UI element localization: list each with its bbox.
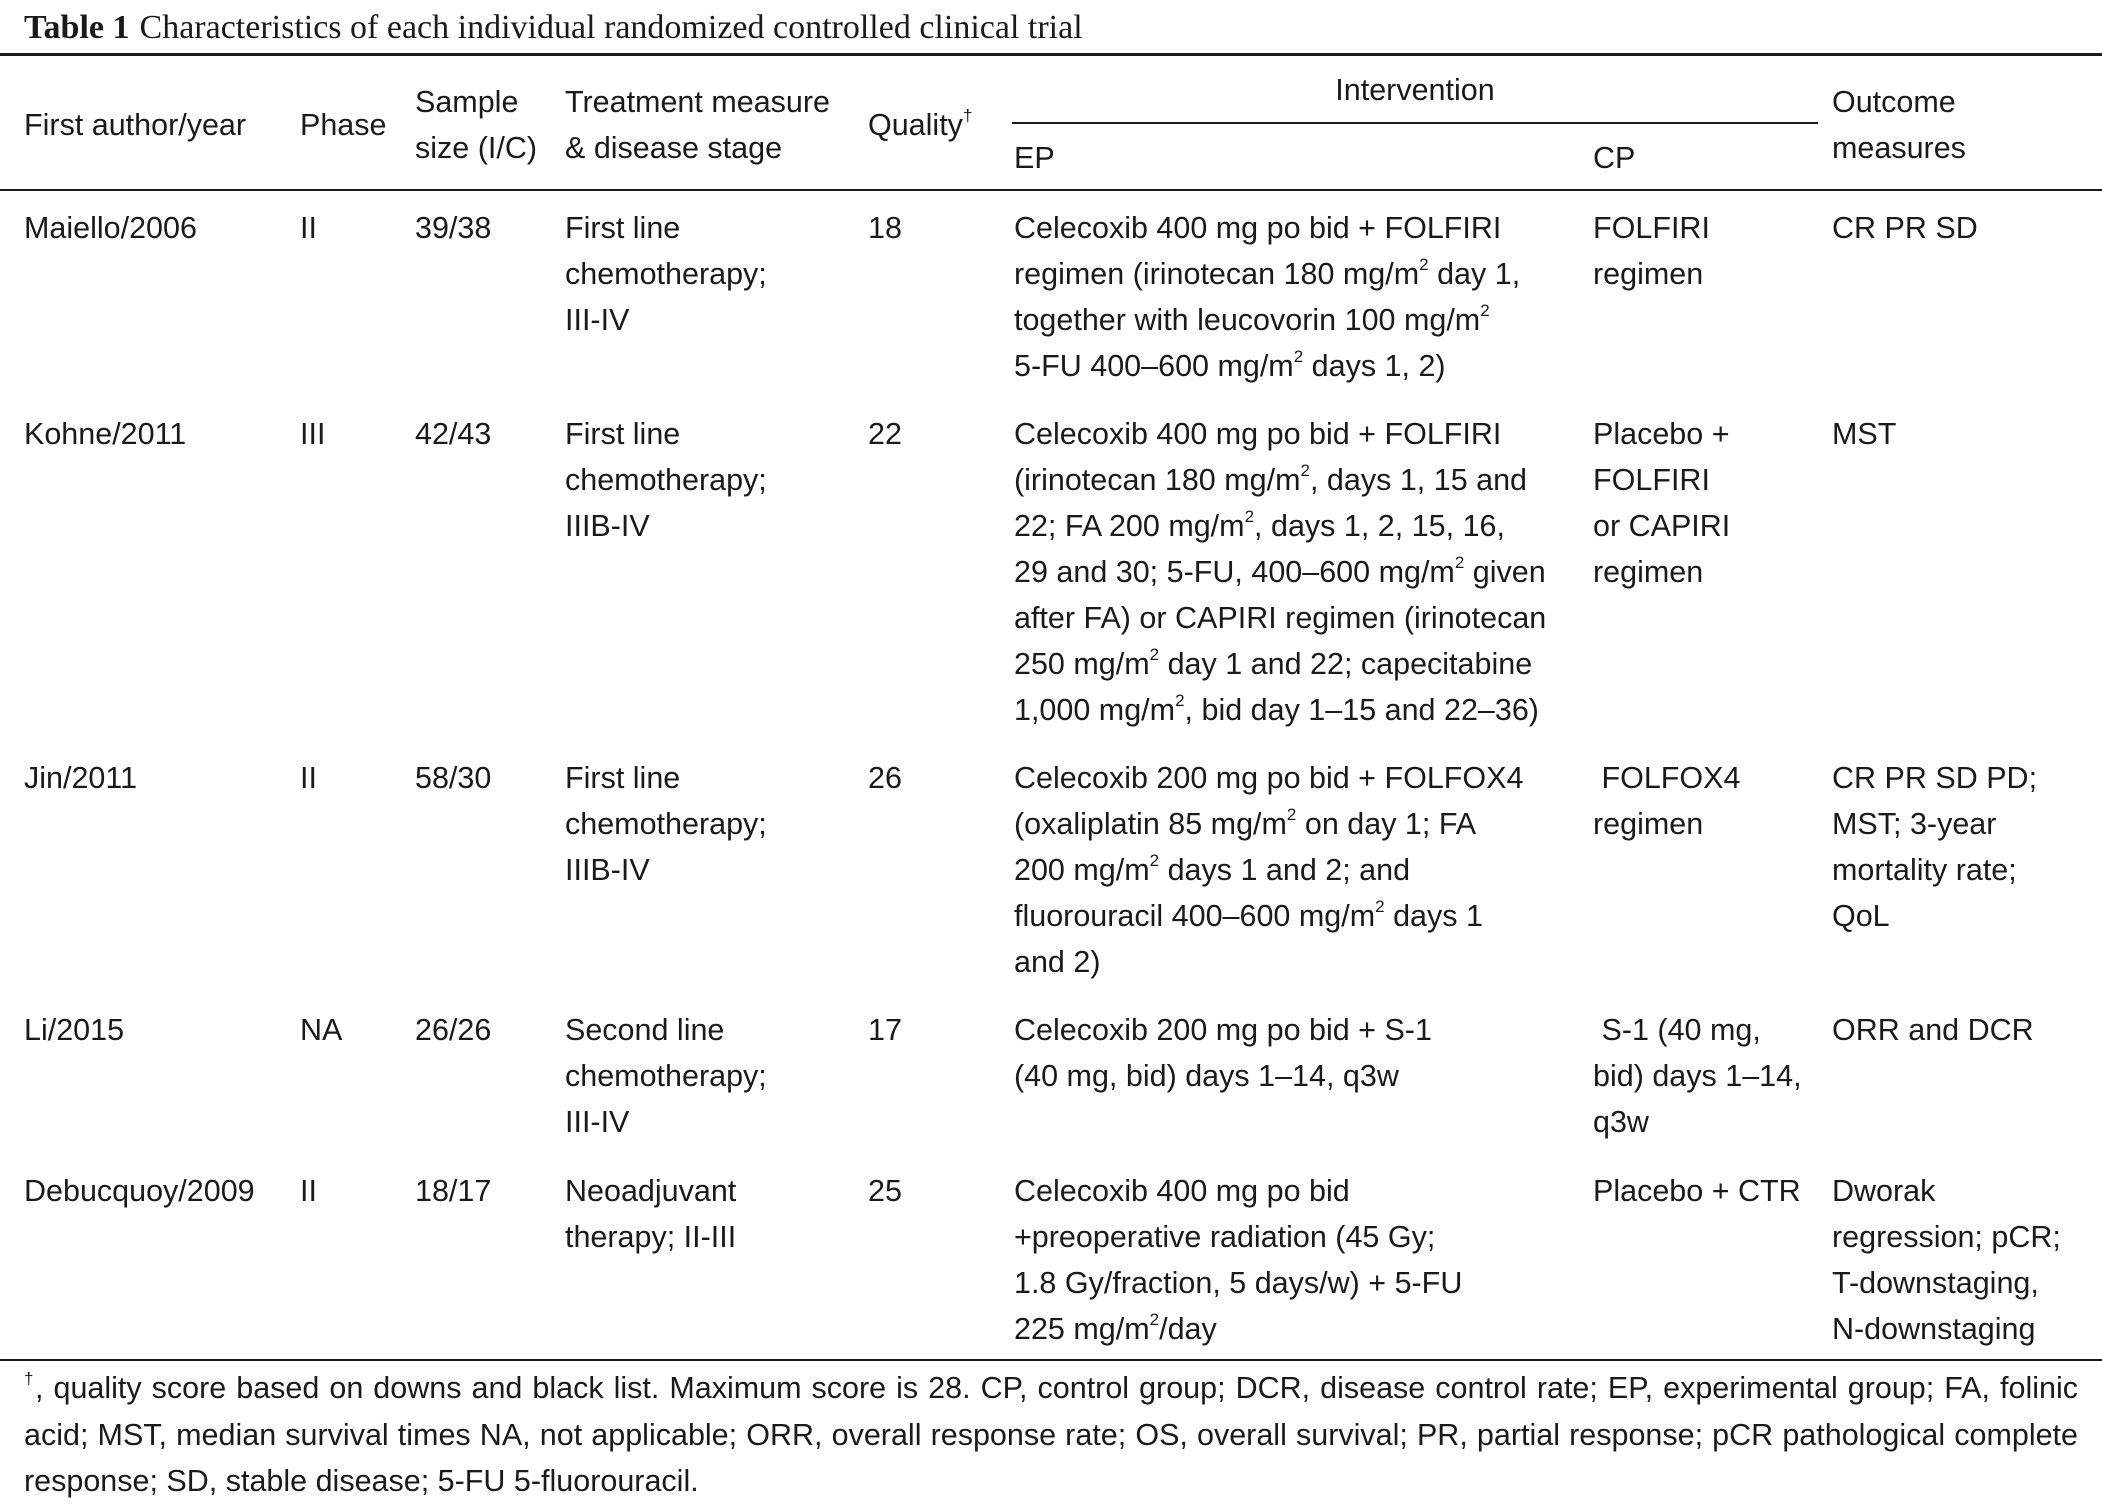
cell-ep-line <box>1014 847 1410 893</box>
table-title: Characteristics of each individual randomized controlled clinical trial <box>139 9 1083 46</box>
cell-ep-line <box>1014 205 1501 251</box>
cell-cp-line: S-1 (40 mg, <box>1593 1013 1761 1047</box>
text-run: (40 mg, bid) days 1–14, q3w <box>1014 1059 1399 1093</box>
text-run: +preoperative radiation (45 Gy; <box>1014 1220 1436 1254</box>
text-run: days 1 <box>1384 899 1483 933</box>
cell-author: Debucquoy/2009 <box>24 1174 255 1208</box>
cell-outcome-line: CR PR SD <box>1832 211 1978 245</box>
text-run: /day <box>1159 1312 1217 1346</box>
cell-sample-size: 26/26 <box>415 1013 492 1047</box>
text-run: , days 1, 15 and <box>1309 463 1528 497</box>
header-rule <box>0 189 2102 191</box>
text-run: 5-FU 400–600 mg/m <box>1014 349 1294 383</box>
cell-treatment-line: First line <box>565 761 681 795</box>
superscript: 2 <box>1149 645 1160 664</box>
header-phase: Phase <box>300 108 387 142</box>
cell-ep-line <box>1014 595 1546 641</box>
text-run: Celecoxib 200 mg po bid + S-1 <box>1014 1013 1432 1047</box>
text-run: given <box>1464 555 1546 589</box>
cell-cp-line: regimen <box>1593 257 1704 291</box>
cell-quality: 25 <box>868 1174 902 1208</box>
header-outcome-1: Outcome <box>1832 85 1956 119</box>
cell-outcome-line: mortality rate; <box>1832 853 2017 887</box>
cell-treatment-line: Second line <box>565 1013 725 1047</box>
cell-treatment-line: chemotherapy; <box>565 463 767 497</box>
cell-cp-line: or CAPIRI <box>1593 509 1731 543</box>
text-run: 29 and 30; 5-FU, 400–600 mg/m <box>1014 555 1455 589</box>
cell-treatment-line: III-IV <box>565 1105 630 1139</box>
table-caption <box>24 8 1083 48</box>
text-run: 250 mg/m <box>1014 647 1150 681</box>
text-run: 22; FA 200 mg/m <box>1014 509 1245 543</box>
cell-ep-line <box>1014 1053 1399 1099</box>
text-run: regimen (irinotecan 180 mg/m <box>1014 257 1420 291</box>
cell-phase: NA <box>300 1013 343 1047</box>
superscript: 2 <box>1293 347 1304 366</box>
superscript: 2 <box>1149 851 1160 870</box>
bottom-rule <box>0 1359 2102 1361</box>
cell-cp-line: regimen <box>1593 807 1704 841</box>
header-intervention: Intervention <box>1335 73 1495 107</box>
text-run: , days 1, 2, 15, 16, <box>1254 509 1505 543</box>
cell-outcome-line: T-downstaging, <box>1832 1266 2039 1300</box>
top-rule <box>0 53 2102 56</box>
header-sample-2: size (I/C) <box>415 131 537 165</box>
superscript: 2 <box>1375 897 1385 916</box>
text-run: Celecoxib 400 mg po bid + FOLFIRI <box>1014 211 1502 245</box>
cell-ep-line <box>1014 251 1520 297</box>
superscript: 2 <box>1286 805 1297 824</box>
cell-treatment-line: First line <box>565 211 681 245</box>
header-outcome-2: measures <box>1832 131 1966 165</box>
cell-ep-line <box>1014 549 1546 595</box>
text-run: (irinotecan 180 mg/m <box>1014 463 1301 497</box>
superscript: 2 <box>1454 553 1465 572</box>
text-run: 1.8 Gy/fraction, 5 days/w) + 5-FU <box>1014 1266 1463 1300</box>
text-run: Celecoxib 400 mg po bid + FOLFIRI <box>1014 417 1502 451</box>
superscript: 2 <box>1244 507 1255 526</box>
cell-outcome-line: MST; 3-year <box>1832 807 1997 841</box>
text-run: 225 mg/m <box>1014 1312 1150 1346</box>
text-run: days 1 and 2; and <box>1159 853 1411 887</box>
cell-cp-line: regimen <box>1593 555 1704 589</box>
text-run: and 2) <box>1014 945 1101 979</box>
cell-sample-size: 18/17 <box>415 1174 492 1208</box>
cell-treatment-line: chemotherapy; <box>565 1059 767 1093</box>
cell-ep-line <box>1014 1260 1462 1306</box>
quality-dagger: † <box>962 106 973 125</box>
cell-ep-line <box>1014 801 1476 847</box>
cell-cp-line: FOLFIRI <box>1593 211 1710 245</box>
cell-cp-line: bid) days 1–14, <box>1593 1059 1802 1093</box>
cell-treatment-line: Neoadjuvant <box>565 1174 737 1208</box>
cell-treatment-line: III-IV <box>565 303 630 337</box>
text-run: on day 1; FA <box>1296 807 1477 841</box>
header-cp: CP <box>1593 141 1636 175</box>
cell-treatment-line: chemotherapy; <box>565 257 767 291</box>
table-footnote <box>24 1365 2078 1505</box>
text-run: (oxaliplatin 85 mg/m <box>1014 807 1287 841</box>
text-run: 1,000 mg/m <box>1014 693 1176 727</box>
cell-ep-line <box>1014 343 1446 389</box>
cell-outcome-line: Dworak <box>1832 1174 1936 1208</box>
cell-phase: III <box>300 417 326 451</box>
cell-ep-line <box>1014 457 1527 503</box>
cell-author: Kohne/2011 <box>24 417 187 451</box>
cell-treatment-line: IIIB-IV <box>565 509 650 543</box>
intervention-rule <box>1012 122 1818 124</box>
cell-outcome-line: MST <box>1832 417 1897 451</box>
cell-author: Maiello/2006 <box>24 211 197 245</box>
footnote-text: , quality score based on downs and black list. Maximum score is 28. CP, control group; DCR, disease control rate; EP, experimental group; FA, folinic acid; MST, median survival times NA, not applicable; ORR, overall response rate; OS, overall survival; PR, partial response; pCR pathological complete response; SD, stable disease; 5-FU 5-fluorouracil. <box>24 1371 2078 1498</box>
header-author: First author/year <box>24 108 247 142</box>
text-run: after FA) or CAPIRI regimen (irinotecan <box>1014 601 1547 635</box>
cell-quality: 22 <box>868 417 902 451</box>
cell-author: Li/2015 <box>24 1013 125 1047</box>
superscript: 2 <box>1149 1310 1160 1329</box>
cell-phase: II <box>300 1174 317 1208</box>
cell-ep-line <box>1014 755 1523 801</box>
text-run: fluorouracil 400–600 mg/m <box>1014 899 1376 933</box>
cell-phase: II <box>300 761 317 795</box>
header-treatment-1: Treatment measure <box>565 85 830 119</box>
text-run: , bid day 1–15 and 22–36) <box>1184 693 1539 727</box>
cell-ep-line <box>1014 411 1501 457</box>
cell-ep-line <box>1014 687 1539 733</box>
cell-cp-line: Placebo + CTR <box>1593 1174 1801 1208</box>
superscript: 2 <box>1175 691 1185 710</box>
text-run: Celecoxib 200 mg po bid + FOLFOX4 <box>1014 761 1524 795</box>
cell-quality: 17 <box>868 1013 902 1047</box>
superscript: 2 <box>1300 461 1310 480</box>
text-run: together with leucovorin 100 mg/m <box>1014 303 1481 337</box>
cell-ep-line <box>1014 939 1100 985</box>
superscript: 2 <box>1480 301 1490 320</box>
cell-ep-line <box>1014 297 1490 343</box>
cell-sample-size: 58/30 <box>415 761 492 795</box>
cell-cp-line: FOLFOX4 <box>1593 761 1741 795</box>
text-run: 200 mg/m <box>1014 853 1150 887</box>
table-number: Table 1 <box>24 9 130 46</box>
text-run: Celecoxib 400 mg po bid <box>1014 1174 1350 1208</box>
cell-treatment-line: IIIB-IV <box>565 853 650 887</box>
cell-cp-line: FOLFIRI <box>1593 463 1710 497</box>
cell-sample-size: 39/38 <box>415 211 492 245</box>
cell-treatment-line: First line <box>565 417 681 451</box>
cell-sample-size: 42/43 <box>415 417 492 451</box>
text-run: days 1, 2) <box>1303 349 1446 383</box>
header-quality: Quality† <box>868 106 973 142</box>
text-run: day 1 and 22; capecitabine <box>1159 647 1533 681</box>
cell-treatment-line: therapy; II-III <box>565 1220 737 1254</box>
header-ep: EP <box>1014 141 1055 175</box>
cell-cp-line: q3w <box>1593 1105 1649 1139</box>
cell-ep-line <box>1014 503 1505 549</box>
superscript: 2 <box>1419 255 1429 274</box>
cell-ep-line <box>1014 1007 1432 1053</box>
text-run: day 1, <box>1428 257 1521 291</box>
cell-outcome-line: CR PR SD PD; <box>1832 761 2038 795</box>
cell-quality: 18 <box>868 211 902 245</box>
cell-ep-line <box>1014 1168 1350 1214</box>
cell-outcome-line: QoL <box>1832 899 1890 933</box>
cell-ep-line <box>1014 1306 1217 1352</box>
cell-cp-line: Placebo + <box>1593 417 1730 451</box>
cell-ep-line <box>1014 1214 1435 1260</box>
footnote-dagger: † <box>24 1369 35 1388</box>
cell-quality: 26 <box>868 761 902 795</box>
cell-author: Jin/2011 <box>24 761 138 795</box>
header-treatment-2: & disease stage <box>565 131 783 165</box>
cell-outcome-line: N-downstaging <box>1832 1312 2036 1346</box>
cell-treatment-line: chemotherapy; <box>565 807 767 841</box>
cell-ep-line <box>1014 893 1483 939</box>
header-sample-1: Sample <box>415 85 519 119</box>
cell-ep-line <box>1014 641 1532 687</box>
cell-outcome-line: regression; pCR; <box>1832 1220 2061 1254</box>
cell-phase: II <box>300 211 317 245</box>
cell-outcome-line: ORR and DCR <box>1832 1013 2034 1047</box>
